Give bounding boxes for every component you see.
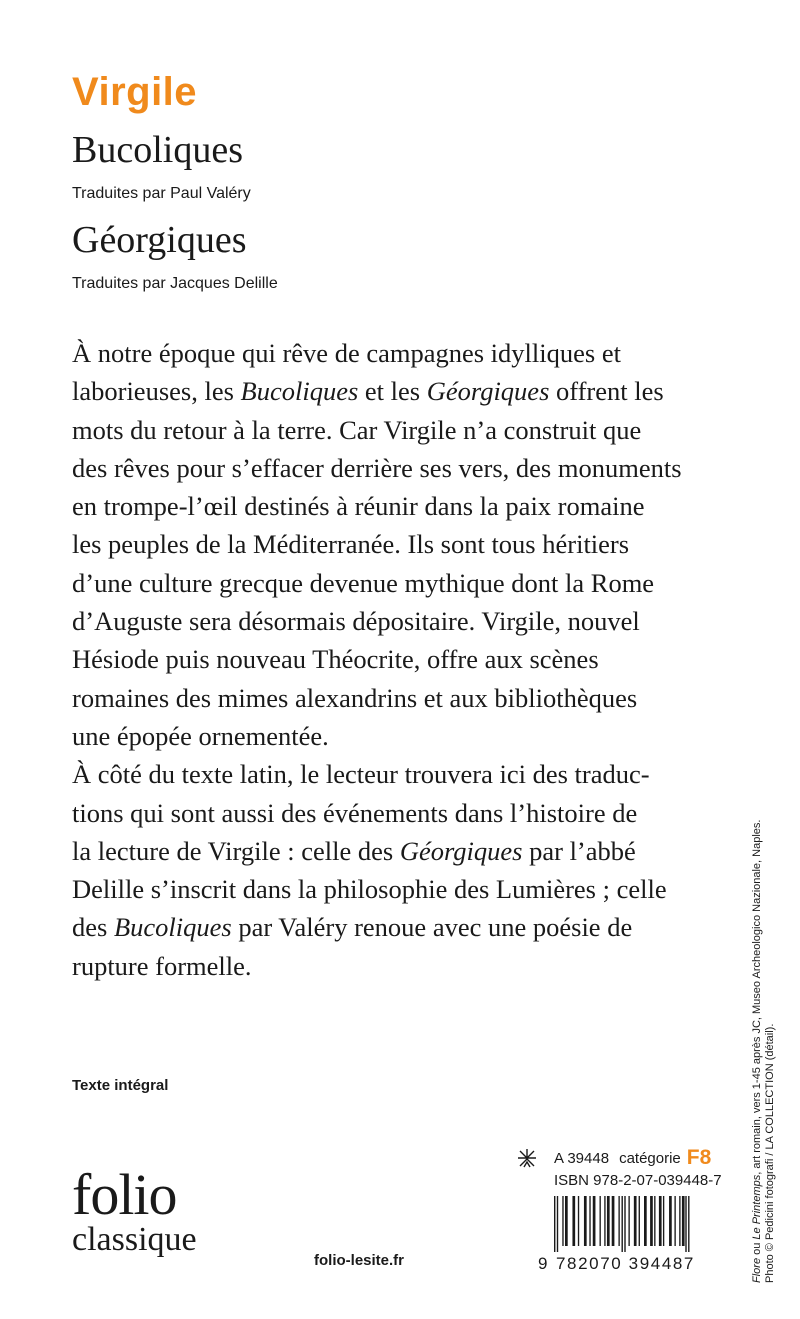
barcode-bar	[628, 1196, 629, 1246]
translator-credit-georgiques: Traduites par Jacques Delille	[72, 275, 278, 292]
barcode-bar	[634, 1196, 637, 1246]
blurb-p1-line: en trompe-l’œil destinés à réunir dans la paix romaine	[72, 491, 645, 522]
category-label: catégorie	[619, 1149, 681, 1167]
work-title-georgiques: Géorgiques	[72, 219, 247, 261]
ean-barcode	[552, 1196, 718, 1254]
barcode-bar	[639, 1196, 640, 1246]
blurb-p2-line: la lecture de Virgile : celle des Géorgiques par l’abbé	[72, 835, 636, 866]
barcode-bar	[659, 1196, 662, 1246]
barcode-bar	[612, 1196, 615, 1246]
work-title-bucoliques: Bucoliques	[72, 129, 243, 171]
barcode-bar	[622, 1196, 623, 1252]
barcode-bar	[562, 1196, 563, 1246]
barcode-bar	[624, 1196, 625, 1252]
folio-emblem-icon	[516, 1148, 538, 1168]
barcode-bar	[604, 1196, 605, 1246]
translator-credit-bucoliques: Traduites par Paul Valéry	[72, 185, 251, 202]
barcode-bar	[593, 1196, 596, 1246]
catalog-row	[516, 1146, 711, 1170]
blurb-p1-line: Hésiode puis nouveau Théocrite, offre aux scènes	[72, 644, 599, 675]
barcode-digits: 782070 394487	[556, 1254, 695, 1273]
blurb-p1-line: les peuples de la Méditerranée. Ils sont tous héritiers	[72, 529, 630, 560]
barcode-bar	[644, 1196, 647, 1246]
blurb-p2-line: À côté du texte latin, le lecteur trouvera ici des traduc-	[72, 759, 650, 790]
blurb-p1-line: À notre époque qui rêve de campagnes idylliques et	[72, 338, 621, 368]
blurb-p1-line: des rêves pour s’effacer derrière ses vers, des monuments	[72, 452, 682, 483]
blurb-p1-line: laborieuses, les Bucoliques et les Géorgiques offrent les	[72, 376, 664, 407]
blurb-p2-line: des Bucoliques par Valéry renoue avec une poésie de	[72, 912, 633, 943]
barcode-bar	[674, 1196, 675, 1246]
blurb-paragraph-1	[72, 334, 732, 755]
back-cover-blurb	[72, 334, 732, 985]
barcode-bar	[669, 1196, 672, 1246]
category-code: F8	[686, 1146, 712, 1169]
barcode-bar	[600, 1196, 601, 1246]
barcode-bar	[554, 1196, 555, 1252]
barcode-bar	[584, 1196, 587, 1246]
barcode-bar	[688, 1196, 689, 1252]
barcode-bar	[572, 1196, 575, 1246]
folio-classique-logo	[72, 1162, 197, 1260]
barcode-bar	[589, 1196, 590, 1246]
barcode-bar	[685, 1196, 686, 1252]
folio-brand: folio	[72, 1162, 177, 1227]
barcode-bar	[618, 1196, 619, 1246]
blurb-p1-line: romaines des mimes alexandrins et aux bibliothèques	[72, 682, 638, 713]
barcode-bar	[654, 1196, 655, 1246]
website-link: folio-lesite.fr	[314, 1252, 405, 1269]
blurb-paragraph-2	[72, 755, 732, 985]
barcode-bar	[557, 1196, 558, 1252]
blurb-p1-line: d’une culture grecque devenue mythique dont la Rome	[72, 567, 655, 598]
barcode-bar	[679, 1196, 680, 1246]
isbn-number: ISBN 978-2-07-039448-7	[554, 1172, 722, 1189]
author-name: Virgile	[72, 70, 198, 114]
classique-series: classique	[72, 1221, 197, 1258]
blurb-p1-line: une épopée ornementée.	[72, 720, 329, 751]
integral-text-label: Texte intégral	[72, 1077, 169, 1094]
credit-line-1: Flore ou Le Printemps, art romain, vers 1-45 après JC, Museo Archeologico Nazionale, Naples.	[751, 819, 763, 1283]
barcode-bar	[650, 1196, 653, 1246]
blurb-p2-line: Delille s’inscrit dans la philosophie des Lumières ; celle	[72, 874, 667, 905]
blurb-p2-line: rupture formelle.	[72, 950, 252, 981]
blurb-p2-line: tions qui sont aussi des événements dans l’histoire de	[72, 797, 638, 828]
barcode-bar	[607, 1196, 610, 1246]
barcode-bar	[578, 1196, 579, 1246]
catalog-reference: A 39448	[554, 1149, 610, 1167]
barcode-bar	[565, 1196, 568, 1246]
credit-line-2: Photo © Pedicini fotografi / LA COLLECTION (détail).	[764, 1023, 776, 1283]
barcode-first-digit: 9	[538, 1254, 548, 1273]
barcode-bar	[663, 1196, 664, 1246]
barcode-bar	[682, 1196, 685, 1246]
cover-photo-credit	[751, 723, 777, 1283]
blurb-p1-line: mots du retour à la terre. Car Virgile n’a construit que	[72, 414, 642, 445]
blurb-p1-line: d’Auguste sera désormais dépositaire. Virgile, nouvel	[72, 606, 640, 637]
